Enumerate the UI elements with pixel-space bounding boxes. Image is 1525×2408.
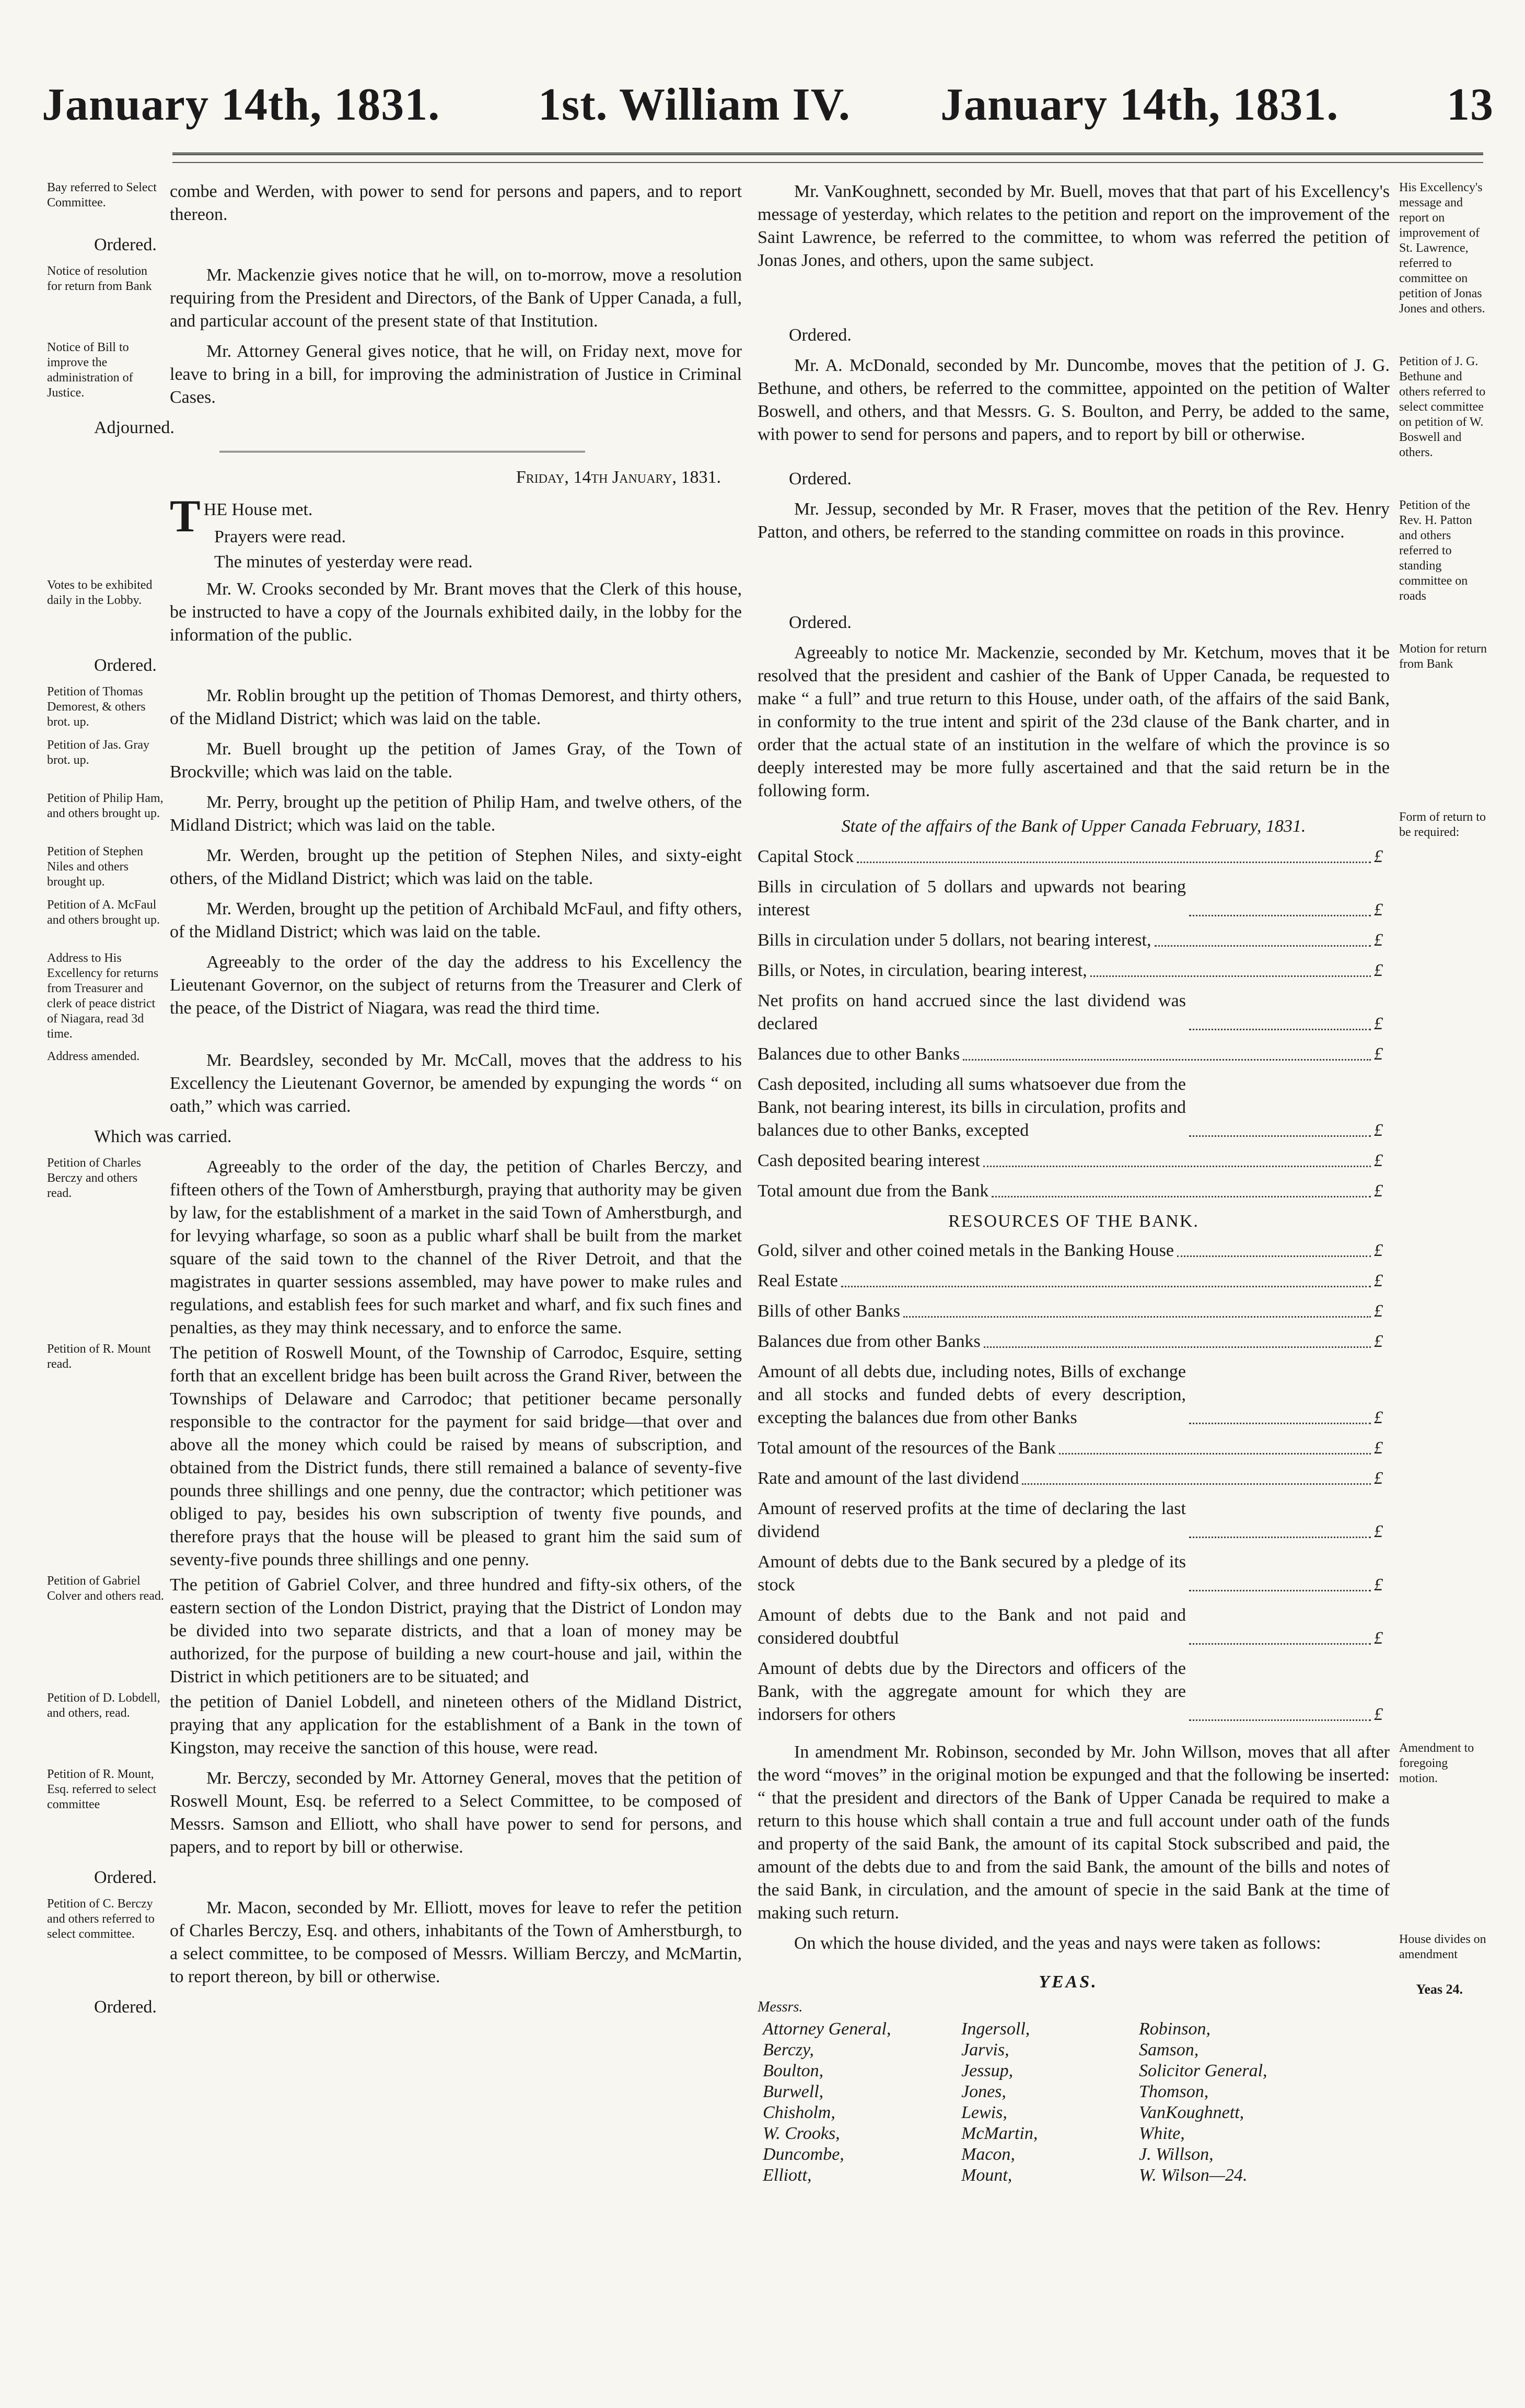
entry-text: Mr. W. Crooks seconded by Mr. Brant moves that the Clerk of this house, be instructed to have a copy of the Journals exhibited daily, in the lobby for the information of the public. bbox=[170, 579, 742, 645]
leader-dots bbox=[1189, 1590, 1371, 1591]
journal-entry bbox=[758, 1932, 1489, 1962]
margin-note: Petition of Philip Ham, and others brought up. bbox=[47, 792, 164, 820]
entry-text: Mr. Mackenzie gives notice that he will, on to-morrow, move a resolution requiring from the President and Directors, of the Bank of Upper Canada, a full, and particular account of the present state of that Institution. bbox=[170, 265, 742, 331]
member-name: McMartin, bbox=[961, 2124, 1038, 2143]
leader-dots bbox=[984, 1346, 1371, 1348]
entry-text: Mr. Roblin brought up the petition of Thomas Demorest, and thirty others, of the Midland District; which was laid on the table. bbox=[170, 686, 742, 728]
pound-sign: £ bbox=[1374, 1044, 1383, 1064]
form-row bbox=[758, 929, 1390, 952]
form-row-label: Balances due from other Banks bbox=[758, 1332, 981, 1351]
margin-note: Petition of Gabriel Colver and others read. bbox=[47, 1574, 164, 1603]
pound-sign: £ bbox=[1374, 1241, 1383, 1260]
left-column bbox=[47, 180, 742, 2026]
margin-note: Petition of Jas. Gray brot. up. bbox=[47, 738, 149, 767]
form-row-label: Real Estate bbox=[758, 1271, 838, 1290]
pound-sign: £ bbox=[1374, 900, 1383, 920]
form-row-label: Amount of debts due to the Bank and not paid and considered doubtful bbox=[758, 1606, 1186, 1648]
member-name: Attorney General, bbox=[763, 2019, 891, 2039]
leader-dots bbox=[1189, 1423, 1371, 1424]
journal-entry bbox=[47, 1342, 742, 1572]
entry-text: Mr. Buell brought up the petition of James Gray, of the Town of Brockville; which was laid on the table. bbox=[170, 739, 742, 782]
member-name: Burwell, bbox=[763, 2082, 824, 2101]
pound-sign: £ bbox=[1374, 847, 1383, 866]
margin-note: Petition of D. Lobdell, and others, read. bbox=[47, 1691, 160, 1720]
pound-sign: £ bbox=[1374, 1628, 1383, 1648]
form-row-label: Total amount due from the Bank bbox=[758, 1181, 989, 1201]
leader-dots bbox=[841, 1286, 1371, 1287]
member-name: Berczy, bbox=[763, 2040, 814, 2060]
journal-entry bbox=[47, 180, 742, 226]
member-name: Mount, bbox=[961, 2166, 1012, 2185]
pound-sign: £ bbox=[1374, 1271, 1383, 1290]
margin-note: House divides on amendment bbox=[1399, 1933, 1486, 1961]
leader-dots bbox=[1189, 1029, 1371, 1030]
journal-entry bbox=[758, 354, 1489, 460]
ordered-line: Ordered. bbox=[94, 1997, 157, 2017]
form-row bbox=[758, 1437, 1390, 1460]
entry-text: the petition of Daniel Lobdell, and nineteen others of the Midland District, praying that any application for the establishment of a Bank in the town of Kingston, may receive the sanction of this house, were read. bbox=[170, 1692, 742, 1758]
ordered-line: Ordered. bbox=[94, 1868, 157, 1887]
margin-note: Notice of Bill to improve the administration of Justice. bbox=[47, 341, 133, 400]
margin-note: Address amended. bbox=[47, 1050, 140, 1063]
ordered-line: Ordered. bbox=[789, 613, 852, 632]
division-list bbox=[758, 1971, 1463, 2186]
form-row-label: Balances due to other Banks bbox=[758, 1044, 960, 1064]
journal-entry bbox=[47, 951, 742, 1042]
margin-note: His Excellency's message and report on improvement of St. Lawrence, referred to committee on petition of Jonas Jones and others. bbox=[1399, 181, 1485, 316]
resources-rows bbox=[758, 1239, 1390, 1726]
form-row-label: Net profits on hand accrued since the last dividend was declared bbox=[758, 991, 1186, 1033]
form-row bbox=[758, 1300, 1390, 1323]
member-name: White, bbox=[1139, 2124, 1185, 2143]
leader-dots bbox=[983, 1166, 1371, 1167]
margin-note: Votes to be exhibited daily in the Lobby. bbox=[47, 578, 153, 607]
form-row-label: Amount of debts due by the Directors and officers of the Bank, with the aggregate amount for which they are indorsers for others bbox=[758, 1659, 1186, 1724]
journal-entry bbox=[47, 1897, 742, 1988]
journal-entry bbox=[47, 738, 742, 784]
form-title: State of the affairs of the Bank of Upper Canada February, 1831. bbox=[841, 817, 1306, 836]
form-row bbox=[758, 1239, 1390, 1262]
journal-entry bbox=[47, 1049, 742, 1118]
member-name: Duncombe, bbox=[763, 2145, 844, 2164]
journal-entry bbox=[758, 498, 1489, 604]
entry-text: Mr. Werden, brought up the petition of Archibald McFaul, and fifty others, of the Midland District; which was laid on the table. bbox=[170, 899, 742, 941]
leader-dots bbox=[1189, 1719, 1371, 1721]
form-row bbox=[758, 1149, 1390, 1172]
form-row-label: Bills in circulation of 5 dollars and upwards not bearing interest bbox=[758, 877, 1186, 920]
margin-note: Bay referred to Select Committee. bbox=[47, 181, 157, 210]
header-date-right: January 14th, 1831. bbox=[940, 79, 1339, 130]
form-row bbox=[758, 990, 1390, 1036]
entry-text: Mr. VanKoughnett, seconded by Mr. Buell, moves that that part of his Excellency's message of yesterday, which relates to the petition and report on the improvement of the Saint Lawrence, be referred to the committee, to whom was referred the petition of Jonas Jones, and others, upon the same subject. bbox=[758, 182, 1390, 270]
entry-text: Agreeably to the order of the day, the petition of Charles Berczy, and fifteen others of the Town of Amherstburgh, praying that authority may be given by law, for the establishment of a market in the said Town of Amherstburgh, and for levying wharfage, so soon as a public wharf shall be built from the market square of the said town to the channel of the River Detroit, and that the magistrates in quarter sessions assembled, may have power to make rules and regulations, and establish fees for such market and wharf, and fix such fines and penalties, as they may think necessary, and to enforce the same. bbox=[170, 1157, 742, 1337]
prayers-line: Prayers were read. bbox=[214, 527, 346, 546]
right-column bbox=[758, 180, 1489, 2186]
pound-sign: £ bbox=[1374, 1301, 1383, 1321]
form-row-label: Cash deposited bearing interest bbox=[758, 1151, 980, 1170]
journal-entry bbox=[47, 264, 742, 333]
journal-entry bbox=[758, 180, 1489, 317]
pound-sign: £ bbox=[1374, 1705, 1383, 1724]
entry-text: Mr. Attorney General gives notice, that he will, on Friday next, move for leave to bring in a bill, for improving the administration of Justice in Criminal Cases. bbox=[170, 342, 742, 407]
entry-text: Agreeably to the order of the day the address to his Excellency the Lieutenant Governor, on the subject of returns from the Treasurer and Clerk of the peace, of the District of Niagara, was read the third time. bbox=[170, 952, 742, 1018]
form-row bbox=[758, 959, 1390, 982]
margin-note: Petition of Charles Berczy and others read. bbox=[47, 1156, 141, 1200]
entry-text: Mr. Macon, seconded by Mr. Elliott, moves for leave to refer the petition of Charles Berczy, Esq. and others, inhabitants of the Town of Amherstburgh, to a select committee, to be composed of Messrs. William Berczy, and McMartin, to report thereon, by bill or otherwise. bbox=[170, 1898, 742, 1986]
form-row bbox=[758, 1657, 1390, 1726]
form-row-label: Bills, or Notes, in circulation, bearing interest, bbox=[758, 961, 1087, 980]
member-name: Elliott, bbox=[763, 2166, 812, 2185]
header-rule bbox=[172, 153, 1483, 155]
pound-sign: £ bbox=[1374, 1469, 1383, 1488]
margin-note: Address to His Excellency for returns from Treasurer and clerk of peace district of Niagara, read 3d time. bbox=[47, 951, 159, 1041]
form-row-label: Gold, silver and other coined metals in the Banking House bbox=[758, 1241, 1174, 1260]
journal-entry bbox=[47, 340, 742, 409]
ordered-line: Ordered. bbox=[789, 469, 852, 488]
entry-text: On which the house divided, and the yeas and nays were taken as follows: bbox=[794, 1934, 1321, 1953]
margin-note: Petition of J. G. Bethune and others referred to select committee on petition of W. Boswell and others. bbox=[1399, 355, 1486, 459]
margin-note: Petition of the Rev. H. Patton and others referred to standing committee on roads bbox=[1399, 498, 1472, 603]
section-rule bbox=[219, 451, 585, 452]
margin-note: Petition of Thomas Demorest, & others brot. up. bbox=[47, 685, 146, 729]
minutes-line: The minutes of yesterday were read. bbox=[214, 552, 473, 572]
member-name: W. Crooks, bbox=[763, 2124, 840, 2143]
entry-text: Mr. A. McDonald, seconded by Mr. Duncombe, moves that the petition of J. G. Bethune, and others, be referred to the committee, appointed on the petition of Walter Boswell, and others, and that Messrs. G. S. Boulton, and Perry, be added to the same, with power to send for persons and papers, and to report by bill or otherwise. bbox=[758, 356, 1390, 444]
form-row bbox=[758, 1467, 1390, 1490]
form-row bbox=[758, 1270, 1390, 1293]
leader-dots bbox=[1189, 1643, 1371, 1645]
journal-entry bbox=[758, 1741, 1489, 1925]
member-name: Lewis, bbox=[961, 2103, 1007, 2122]
form-row-label: Total amount of the resources of the Bank bbox=[758, 1438, 1056, 1458]
liabilities-rows bbox=[758, 845, 1390, 1203]
member-name: Robinson, bbox=[1139, 2019, 1210, 2039]
resources-heading: RESOURCES OF THE BANK. bbox=[948, 1212, 1199, 1231]
pound-sign: £ bbox=[1374, 1438, 1383, 1458]
journal-entry bbox=[47, 1767, 742, 1859]
leader-dots bbox=[1090, 975, 1371, 977]
member-name: VanKoughnett, bbox=[1139, 2103, 1244, 2122]
pound-sign: £ bbox=[1374, 1014, 1383, 1033]
pound-sign: £ bbox=[1374, 1121, 1383, 1140]
member-name: J. Willson, bbox=[1139, 2145, 1214, 2164]
pound-sign: £ bbox=[1374, 961, 1383, 980]
leader-dots bbox=[992, 1196, 1371, 1197]
drop-cap: T bbox=[170, 491, 201, 542]
yeas-names bbox=[763, 2019, 1379, 2186]
form-row bbox=[758, 1360, 1390, 1429]
journal-entry bbox=[47, 1691, 742, 1760]
leader-dots bbox=[1189, 1135, 1371, 1137]
form-row bbox=[758, 845, 1390, 868]
margin-note: Motion for return from Bank bbox=[1399, 642, 1487, 671]
yeas-count: Yeas 24. bbox=[1416, 1982, 1463, 1997]
ordered-line: Ordered. bbox=[94, 656, 157, 675]
form-row bbox=[758, 1497, 1390, 1543]
form-row-label: Capital Stock bbox=[758, 847, 854, 866]
leader-dots bbox=[1189, 1537, 1371, 1538]
member-name: Chisholm, bbox=[763, 2103, 835, 2122]
leader-dots bbox=[963, 1059, 1371, 1061]
pound-sign: £ bbox=[1374, 1575, 1383, 1595]
form-body bbox=[758, 810, 1390, 1734]
member-name: W. Wilson—24. bbox=[1139, 2166, 1248, 2185]
form-row bbox=[758, 1180, 1390, 1203]
form-row bbox=[758, 876, 1390, 922]
margin-note: Notice of resolution for return from Bank bbox=[47, 264, 152, 293]
journal-entry bbox=[47, 898, 742, 944]
leader-dots bbox=[857, 862, 1371, 863]
form-row-label: Bills in circulation under 5 dollars, not bearing interest, bbox=[758, 930, 1151, 950]
member-name: Macon, bbox=[961, 2145, 1015, 2164]
pound-sign: £ bbox=[1374, 1151, 1383, 1170]
journal-entry bbox=[47, 684, 742, 730]
leader-dots bbox=[903, 1316, 1371, 1318]
entry-text: Mr. Jessup, seconded by Mr. R Fraser, moves that the petition of the Rev. Henry Patton, and others, be referred to the standing committee on roads in this province. bbox=[758, 499, 1390, 542]
journal-entry bbox=[758, 642, 1489, 802]
journal-entry bbox=[47, 578, 742, 647]
entry-text: The petition of Roswell Mount, of the Township of Carrodoc, Esquire, setting forth that an excellent bridge has been built across the Grand River, between the Townships of Delaware and Carrodoc; that petitioner became personally responsible to the contractor for the payment for said bridge—that over and above all the money which could be raised by means of subscription, and obtained from the District funds, there still remained a balance of seventy-five pounds three shillings and one penny, due the contractor; which petitioner was obliged to pay, besides his own subscription of twenty five pounds, and therefore prays that the house will be pleased to grant him the said sum of seventy-five pounds three shillings and one penny. bbox=[170, 1343, 742, 1569]
entry-text: Mr. Werden, brought up the petition of Stephen Niles, and sixty-eight others, of the Midland District; which was laid on the table. bbox=[170, 846, 742, 888]
journal-entry bbox=[47, 844, 742, 890]
leader-dots bbox=[1059, 1453, 1371, 1455]
member-name: Boulton, bbox=[763, 2061, 824, 2080]
leader-dots bbox=[1177, 1255, 1371, 1257]
margin-note: Petition of R. Mount read. bbox=[47, 1342, 151, 1371]
member-name: Jarvis, bbox=[961, 2040, 1009, 2060]
entry-text: combe and Werden, with power to send for persons and papers, and to report thereon. bbox=[170, 182, 742, 224]
entry-text: Mr. Perry, brought up the petition of Philip Ham, and twelve others, of the Midland District; which was laid on the table. bbox=[170, 793, 742, 835]
form-row bbox=[758, 1330, 1390, 1353]
form-row-label: Amount of all debts due, including notes, Bills of exchange and all stocks and funded debts of every description, excepting the balances due from other Banks bbox=[758, 1362, 1186, 1427]
ordered-line: Ordered. bbox=[94, 235, 157, 254]
page-header bbox=[42, 78, 1494, 146]
journal-entry bbox=[47, 791, 742, 837]
header-reign: 1st. William IV. bbox=[538, 79, 851, 130]
entry-text: Mr. Beardsley, seconded by Mr. McCall, moves that the address to his Excellency the Lieutenant Governor, be amended by expunging the words “ on oath,” which was carried. bbox=[170, 1051, 742, 1116]
form-row-label: Amount of reserved profits at the time of declaring the last dividend bbox=[758, 1499, 1186, 1541]
sitting-date: Friday, 14th January, 1831. bbox=[516, 468, 721, 487]
member-name: Jessup, bbox=[961, 2061, 1014, 2080]
carried-line: Which was carried. bbox=[94, 1127, 232, 1146]
pound-sign: £ bbox=[1374, 1332, 1383, 1351]
member-name: Solicitor General, bbox=[1139, 2061, 1267, 2080]
leader-dots bbox=[1022, 1483, 1371, 1485]
journal-entry bbox=[47, 1156, 742, 1340]
pound-sign: £ bbox=[1374, 930, 1383, 950]
form-row-label: Bills of other Banks bbox=[758, 1301, 900, 1321]
header-date-left: January 14th, 1831. bbox=[42, 79, 440, 130]
margin-note: Petition of R. Mount, Esq. referred to select committee bbox=[47, 1767, 157, 1811]
ordered-line: Ordered. bbox=[789, 325, 852, 345]
messrs-label: Messrs. bbox=[758, 1999, 803, 2015]
margin-note: Petition of A. McFaul and others brought up. bbox=[47, 898, 160, 927]
entry-text: Mr. Berczy, seconded by Mr. Attorney General, moves that the petition of Roswell Mount, Esq. be referred to a Select Committee, to be composed of Messrs. Samson and Elliott, who shall have power to send for persons, and papers, and to report by bill or otherwise. bbox=[170, 1769, 742, 1857]
margin-note: Form of return to be required: bbox=[1399, 810, 1486, 839]
leader-dots bbox=[1155, 945, 1371, 947]
pound-sign: £ bbox=[1374, 1522, 1383, 1541]
form-row bbox=[758, 1043, 1390, 1066]
entry-text: In amendment Mr. Robinson, seconded by Mr. John Willson, moves that all after the word “moves” in the original motion be expunged and that the following be inserted: “ that the president and directors of the Bank of Upper Canada be required to make a return to this house which shall contain a true and full account under oath of the funds and property of the said Bank, the amount of its capital Stock subscribed and paid, the amount of the debts due to and from the said Bank, the amount of the bills and notes of the said Bank, in circulation, and the amount of specie in the said Bank at the time of making such return. bbox=[758, 1742, 1390, 1923]
member-name: Thomson, bbox=[1139, 2082, 1209, 2101]
page-number: 13 bbox=[1447, 79, 1494, 130]
form-row-label: Rate and amount of the last dividend bbox=[758, 1469, 1019, 1488]
journal-entry bbox=[47, 1574, 742, 1689]
form-row bbox=[758, 1073, 1390, 1142]
form-row-label: Cash deposited, including all sums whatsoever due from the Bank, not bearing interest, its bills in circulation, profits and balances due to other Banks, excepted bbox=[758, 1075, 1186, 1140]
bank-return-form bbox=[758, 810, 1489, 1734]
adjourned-line: Adjourned. bbox=[94, 418, 174, 437]
member-name: Ingersoll, bbox=[961, 2019, 1030, 2039]
form-row bbox=[758, 1551, 1390, 1597]
member-name: Samson, bbox=[1139, 2040, 1199, 2060]
margin-note: Petition of Stephen Niles and others brought up. bbox=[47, 845, 143, 889]
house-met-text: HE House met. bbox=[203, 500, 313, 519]
form-row-label: Amount of debts due to the Bank secured by a pledge of its stock bbox=[758, 1552, 1186, 1595]
pound-sign: £ bbox=[1374, 1408, 1383, 1427]
form-row bbox=[758, 1604, 1390, 1650]
margin-note: Petition of C. Berczy and others referred to select committee. bbox=[47, 1897, 155, 1941]
member-name: Jones, bbox=[961, 2082, 1006, 2101]
entry-text: Agreeably to notice Mr. Mackenzie, seconded by Mr. Ketchum, moves that it be resolved that the president and cashier of the Bank of Upper Canada, be requested to make “ a full” and true return to this House, under oath, of the affairs of the said Bank, in conformity to the true intent and spirit of the 23d clause of the Bank charter, and in order that the actual state of an institution in the welfare of which the province is so deeply interested may be more fully ascertained and that the said return be in the following form. bbox=[758, 643, 1390, 800]
leader-dots bbox=[1189, 915, 1371, 916]
margin-note: Amendment to foregoing motion. bbox=[1399, 1741, 1474, 1785]
header-rule-thin bbox=[172, 162, 1483, 163]
entry-text: The petition of Gabriel Colver, and three hundred and fifty-six others, of the eastern section of the London District, praying that the District of London may be divided into two separate districts, and that a loan of money may be authorized, for the purpose of building a new court-house and jail, within the District in which petitioners are to be situated; and bbox=[170, 1575, 742, 1686]
pound-sign: £ bbox=[1374, 1181, 1383, 1201]
yeas-title: YEAS. bbox=[1039, 1972, 1098, 1992]
